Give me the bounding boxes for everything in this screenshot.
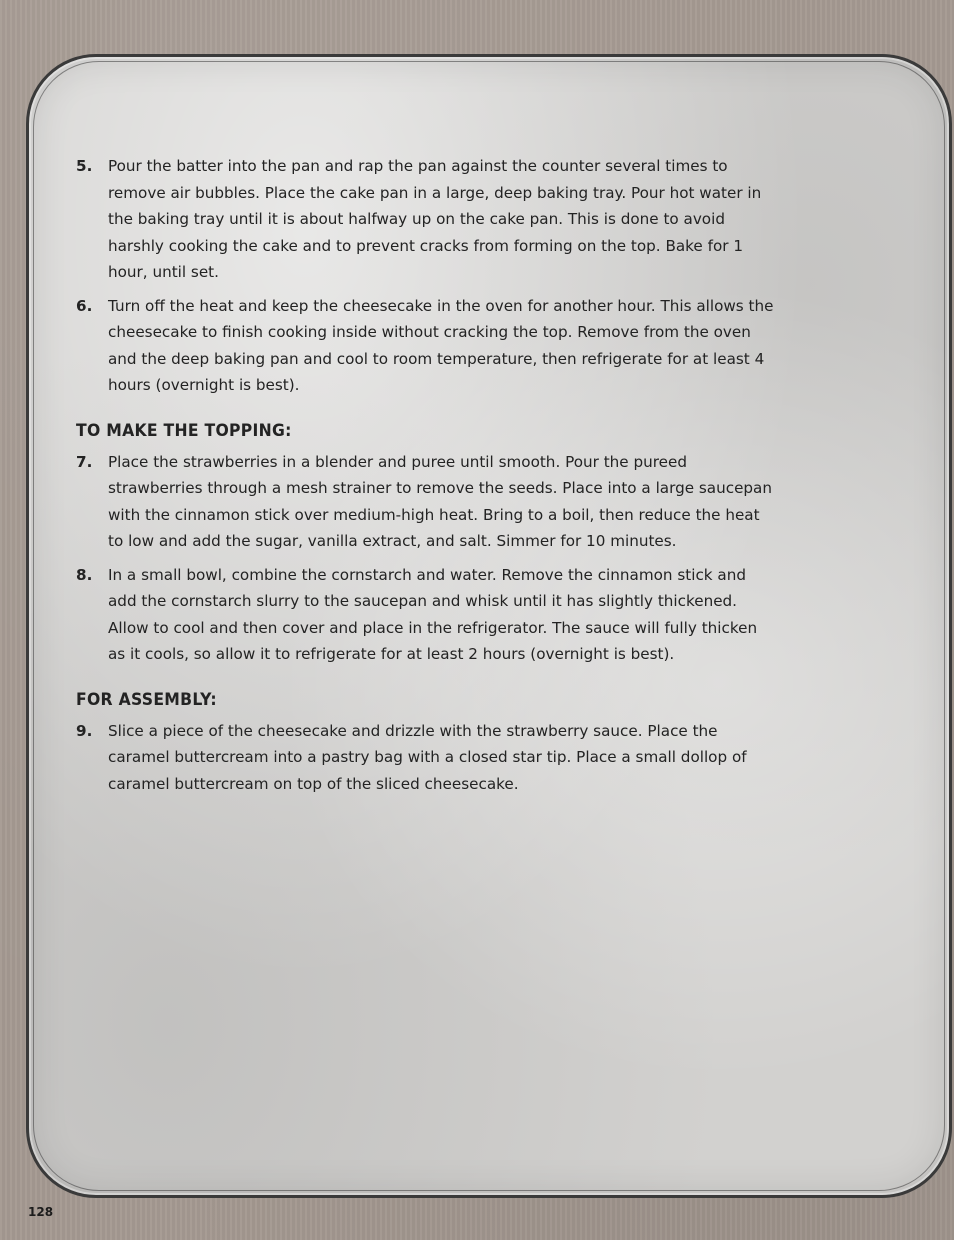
step-8 bbox=[76, 562, 776, 668]
step-number: 5. bbox=[76, 157, 93, 175]
step-number: 9. bbox=[76, 721, 93, 740]
topping-heading: TO MAKE THE TOPPING: bbox=[76, 420, 292, 441]
step-number: 7. bbox=[76, 452, 93, 471]
step-text: In a small bowl, combine the cornstarch and water. Remove the cinnamon stick and add the cornstarch slurry to the saucepan and whisk until it has slightly thickened. Allow to cool and then cover and place in the refrigerator. The sauce will fully thicken as it cools, so allow it to refrigerate for at least 2 hours (overnight is best). bbox=[108, 565, 758, 663]
page-number: 128 bbox=[28, 1205, 54, 1219]
step-7 bbox=[76, 449, 776, 555]
step-text: Turn off the heat and keep the cheesecake in the oven for another hour. This allows the cheesecake to finish cooking inside without cracking the top. Remove from the oven and the deep baking pan and cool to room temperature, then refrigerate for at least 4 hours (overnight is best). bbox=[108, 296, 774, 394]
step-6 bbox=[76, 293, 776, 399]
assembly-heading: FOR ASSEMBLY: bbox=[76, 689, 217, 710]
step-text: Slice a piece of the cheesecake and drizzle with the strawberry sauce. Place the caramel buttercream into a pastry bag with a closed star tip. Place a small dollop of caramel buttercream on top of the sliced cheesecake. bbox=[108, 721, 747, 793]
step-text: Place the strawberries in a blender and puree until smooth. Pour the pureed strawberries through a mesh strainer to remove the seeds. Place into a large saucepan with the cinnamon stick over medium-high heat. Bring to a boil, then reduce the heat to low and add the sugar, vanilla extract, and salt. Simmer for 10 minutes. bbox=[108, 452, 772, 550]
recipe-instructions bbox=[76, 153, 776, 804]
step-5 bbox=[76, 153, 776, 286]
step-number: 8. bbox=[76, 565, 93, 584]
step-9 bbox=[76, 718, 776, 798]
step-number: 6. bbox=[76, 296, 93, 315]
step-text: Pour the batter into the pan and rap the pan against the counter several times to remove air bubbles. Place the cake pan in a large, deep baking tray. Pour hot water in the baking tray until it is about halfway up on the cake pan. This is done to avoid harshly cooking the cake and to prevent cracks from forming on the top. Bake for 1 hour, until set. bbox=[108, 157, 762, 281]
